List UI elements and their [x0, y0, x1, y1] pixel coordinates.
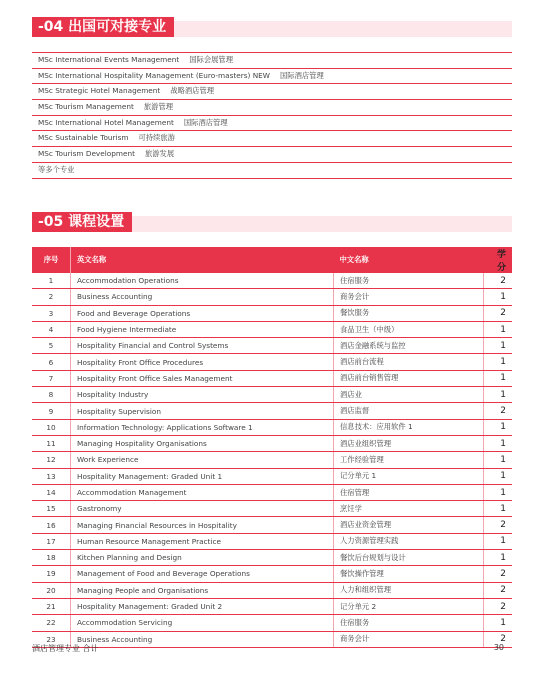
cell-no: 7 [32, 370, 71, 386]
table-row [32, 403, 512, 419]
cell-cn: 烹饪学 [334, 501, 484, 517]
cell-credit: 1 [484, 387, 513, 403]
course-table [32, 247, 512, 648]
program-cn: 国际会展管理 [189, 55, 234, 64]
table-row [32, 468, 512, 484]
cell-no: 5 [32, 338, 71, 354]
cell-en: Management of Food and Beverage Operations [71, 566, 334, 582]
program-cn: 旅游管理 [143, 102, 174, 112]
cell-cn: 酒店金融系统与监控 [334, 338, 484, 354]
cell-credit: 1 [484, 289, 513, 305]
program-cn: 战略酒店管理 [170, 86, 215, 96]
cell-no: 3 [32, 305, 71, 321]
program-en: 等多个专业 [38, 164, 75, 174]
table-row [32, 533, 512, 549]
cell-credit: 1 [484, 354, 513, 370]
cell-en: Hospitality Management: Graded Unit 2 [71, 598, 334, 614]
program-item [32, 84, 512, 100]
cell-en: Work Experience [71, 452, 334, 468]
table-row [32, 582, 512, 598]
cell-cn: 餐饮后台规划与设计 [334, 550, 484, 566]
table-row [32, 631, 512, 647]
cell-credit: 1 [484, 484, 513, 500]
program-en: MSc International Hospitality Management (Euro-masters) NEW [38, 70, 270, 80]
program-list [32, 52, 512, 179]
cell-credit: 1 [484, 452, 513, 468]
cell-en: Food Hygiene Intermediate [71, 321, 334, 337]
cell-no: 17 [32, 533, 71, 549]
cell-en: Hospitality Management: Graded Unit 1 [71, 468, 334, 484]
cell-cn: 住宿服务 [334, 615, 484, 631]
program-en: MSc Tourism Management [38, 102, 134, 112]
cell-credit: 1 [484, 468, 513, 484]
cell-no: 23 [32, 631, 71, 647]
table-row [32, 615, 512, 631]
cell-en: Managing People and Organisations [71, 582, 334, 598]
cell-no: 13 [32, 468, 71, 484]
cell-cn: 信息技术：应用软件 1 [334, 419, 484, 435]
header-no: 序号 [32, 247, 71, 273]
table-row [32, 452, 512, 468]
program-item [32, 116, 512, 132]
table-row [32, 338, 512, 354]
table-row [32, 598, 512, 614]
cell-credit: 1 [484, 615, 513, 631]
table-row [32, 484, 512, 500]
cell-credit: 2 [484, 566, 513, 582]
cell-en: Business Accounting [71, 631, 334, 647]
cell-cn: 商务会计 [334, 631, 484, 647]
cell-no: 19 [32, 566, 71, 582]
cell-no: 1 [32, 273, 71, 289]
program-en: MSc International Events Management [38, 55, 180, 64]
cell-en: Food and Beverage Operations [71, 305, 334, 321]
section-header-courses [32, 212, 512, 232]
cell-cn: 酒店业组织管理 [334, 435, 484, 451]
cell-credit: 2 [484, 273, 513, 289]
cell-no: 16 [32, 517, 71, 533]
program-cn: 国际酒店管理 [279, 70, 324, 80]
cell-en: Hospitality Industry [71, 387, 334, 403]
cell-credit: 2 [484, 598, 513, 614]
table-row [32, 517, 512, 533]
cell-no: 15 [32, 501, 71, 517]
cell-no: 10 [32, 419, 71, 435]
cell-en: Gastronomy [71, 501, 334, 517]
cell-credit: 2 [484, 403, 513, 419]
program-en: MSc Sustainable Tourism [38, 133, 129, 143]
cell-credit: 2 [484, 305, 513, 321]
header-credit: 学分 [484, 247, 513, 273]
cell-credit: 2 [484, 517, 513, 533]
table-row [32, 354, 512, 370]
cell-en: Information Technology: Applications Software 1 [71, 419, 334, 435]
table-row [32, 419, 512, 435]
table-row [32, 550, 512, 566]
cell-en: Accommodation Operations [71, 273, 334, 289]
program-en: MSc Tourism Development [38, 149, 135, 159]
cell-cn: 酒店业 [334, 387, 484, 403]
cell-en: Hospitality Financial and Control Systems [71, 338, 334, 354]
header-en: 英文名称 [71, 247, 334, 273]
cell-no: 14 [32, 484, 71, 500]
cell-en: Accommodation Management [71, 484, 334, 500]
cell-no: 21 [32, 598, 71, 614]
cell-credit: 2 [484, 631, 513, 647]
cell-cn: 餐饮操作管理 [334, 566, 484, 582]
program-en: MSc International Hotel Management [38, 117, 174, 127]
cell-cn: 人力和组织管理 [334, 582, 484, 598]
cell-cn: 酒店监督 [334, 403, 484, 419]
table-row [32, 370, 512, 386]
table-row [32, 321, 512, 337]
cell-no: 6 [32, 354, 71, 370]
cell-cn: 食品卫生（中级） [334, 321, 484, 337]
cell-en: Human Resource Management Practice [71, 533, 334, 549]
table-row [32, 435, 512, 451]
cell-cn: 工作经验管理 [334, 452, 484, 468]
program-en: MSc Strategic Hotel Management [38, 86, 161, 96]
cell-credit: 1 [484, 321, 513, 337]
program-cn: 旅游发展 [144, 149, 175, 159]
program-item [32, 163, 512, 179]
section-header-programs [32, 17, 512, 37]
cell-en: Managing Financial Resources in Hospitality [71, 517, 334, 533]
table-row [32, 387, 512, 403]
program-item [32, 131, 512, 147]
header-cn: 中文名称 [334, 247, 484, 273]
cell-no: 11 [32, 435, 71, 451]
cell-credit: 1 [484, 435, 513, 451]
program-cn: 可持续旅游 [138, 133, 175, 143]
total-label: 酒店管理专业 合计 [32, 644, 99, 653]
cell-cn: 酒店前台流程 [334, 354, 484, 370]
cell-cn: 住宿服务 [334, 273, 484, 289]
cell-no: 4 [32, 321, 71, 337]
cell-cn: 酒店业资金管理 [334, 517, 484, 533]
cell-en: Accommodation Servicing [71, 615, 334, 631]
cell-en: Hospitality Supervision [71, 403, 334, 419]
program-cn: 国际酒店管理 [183, 117, 228, 127]
cell-no: 2 [32, 289, 71, 305]
table-row [32, 273, 512, 289]
cell-cn: 人力资源管理实践 [334, 533, 484, 549]
table-row [32, 501, 512, 517]
cell-credit: 1 [484, 370, 513, 386]
cell-credit: 2 [484, 582, 513, 598]
cell-credit: 1 [484, 419, 513, 435]
cell-credit: 1 [484, 338, 513, 354]
table-row [32, 305, 512, 321]
cell-no: 20 [32, 582, 71, 598]
table-row [32, 289, 512, 305]
cell-cn: 住宿管理 [334, 484, 484, 500]
cell-cn: 记分单元 2 [334, 598, 484, 614]
cell-en: Hospitality Front Office Procedures [71, 354, 334, 370]
cell-credit: 1 [484, 533, 513, 549]
section-title: -04 出国可对接专业 [32, 17, 174, 37]
cell-en: Managing Hospitality Organisations [71, 435, 334, 451]
cell-cn: 餐饮服务 [334, 305, 484, 321]
cell-cn: 记分单元 1 [334, 468, 484, 484]
cell-cn: 酒店前台销售管理 [334, 370, 484, 386]
cell-no: 8 [32, 387, 71, 403]
cell-cn: 商务会计 [334, 289, 484, 305]
cell-en: Kitchen Planning and Design [71, 550, 334, 566]
table-row [32, 566, 512, 582]
cell-en: Hospitality Front Office Sales Management [71, 370, 334, 386]
cell-no: 12 [32, 452, 71, 468]
program-item [32, 147, 512, 163]
cell-en: Business Accounting [71, 289, 334, 305]
cell-no: 18 [32, 550, 71, 566]
program-item [32, 69, 512, 85]
section-title: -05 课程设置 [32, 212, 132, 232]
program-item [32, 52, 512, 69]
table-header-row [32, 247, 512, 273]
cell-no: 9 [32, 403, 71, 419]
total-credits: 30 [493, 643, 504, 652]
cell-credit: 1 [484, 550, 513, 566]
cell-no: 22 [32, 615, 71, 631]
cell-credit: 1 [484, 501, 513, 517]
program-item [32, 100, 512, 116]
